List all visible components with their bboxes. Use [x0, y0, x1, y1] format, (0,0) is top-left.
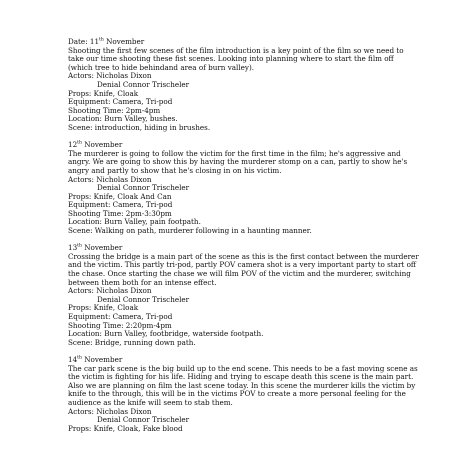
schedule-entry: [68, 356, 420, 433]
entry-props: Props: Knife, Cloak: [68, 88, 139, 98]
entry-description: The car park scene is the big build up to the end scene. This needs to be a fast moving scene as the victim is fighting for his life. Hiding and trying to escape death this scene is the main part.: [68, 363, 418, 382]
entry-equipment: Equipment: Camera, Tri-pod: [68, 97, 173, 107]
date-prefix: Date: 11: [68, 37, 100, 46]
date-ordinal: th: [77, 243, 82, 249]
entry-actor-second: Denial Connor Trischeler: [97, 294, 190, 304]
entry-actor-second: Denial Connor Trischeler: [97, 415, 190, 425]
entry-description: Crossing the bridge is a main part of the scene as this is the first contact between the murderer and the victim. This partly tri-pod, partly POV camera shot is a very important party to start off the chase. Once starting the chase we will film POV of the victim and the murderer, switching between them both for an intense effect.: [68, 251, 419, 287]
entry-scene: Scene: Bridge, running down path.: [68, 337, 196, 347]
entry-description-continued: Also we are planning on film the last scene today. In this scene the murderer kills the victim by knife to the through, this will be in the victims POV to create a more personal feeling for the audience as the knife will seem to stab them.: [68, 380, 416, 407]
entry-shooting-time: Shooting Time: 2:20pm-4pm: [68, 320, 172, 330]
date-ordinal: th: [77, 140, 82, 146]
date-month: November: [81, 140, 123, 150]
entry-equipment: Equipment: Camera, Tri-pod: [68, 312, 173, 321]
date-prefix: 13: [68, 243, 78, 253]
entry-actors: Actors: Nicholas Dixon: [68, 286, 152, 296]
schedule-entry: [68, 244, 420, 347]
date-prefix: 12: [68, 140, 78, 150]
entry-actor-second: Denial Connor Trischeler: [97, 183, 190, 193]
date-ordinal: th: [99, 37, 104, 43]
entry-description: The murderer is going to follow the victim for the first time in the film; he's aggressive and angry. We are going to show this by having the murderer stomp on a can, partly to show he's angry and partly to show that he's closing in on his victim.: [68, 148, 408, 175]
entry-props: Props: Knife, Cloak, Fake blood: [68, 423, 183, 433]
date-month: November: [81, 354, 123, 364]
entry-actors: Actors: Nicholas Dixon: [68, 174, 152, 184]
date-month: November: [103, 37, 145, 46]
entry-scene: Scene: introduction, hiding in brushes.: [68, 122, 211, 132]
entry-shooting-time: Shooting Time: 2pm-4pm: [68, 105, 161, 115]
date-prefix: 14: [68, 354, 78, 364]
date-ordinal: th: [77, 355, 82, 361]
entry-location: Location: Burn Valley, pain footpath.: [68, 217, 201, 227]
entry-shooting-time: Shooting Time: 2pm-3:30pm: [68, 208, 172, 218]
entry-location: Location: Burn Valley, bushes.: [68, 114, 178, 124]
entry-actors: Actors: Nicholas Dixon: [68, 406, 152, 416]
schedule-entry: [68, 38, 420, 133]
entry-description: Shooting the first few scenes of the film introduction is a key point of the film so we need to take our time shooting these fist scenes. Looking into planning where to start the film off (which tree to hide behindand area of burn valley).: [68, 45, 404, 72]
schedule-entry: [68, 141, 420, 236]
entry-props: Props: Knife, Cloak: [68, 303, 139, 313]
entry-location: Location: Burn Valley, footbridge, waterside footpath.: [68, 329, 264, 339]
entry-props: Props: Knife, Cloak And Can: [68, 191, 172, 201]
entry-scene: Scene: Walking on path, murderer following in a haunting manner.: [68, 226, 312, 236]
entry-actor-second: Denial Connor Trischeler: [97, 79, 190, 89]
entry-actors: Actors: Nicholas Dixon: [68, 71, 152, 81]
document-body: [68, 38, 420, 442]
entry-equipment: Equipment: Camera, Tri-pod: [68, 200, 173, 210]
date-month: November: [81, 243, 123, 253]
